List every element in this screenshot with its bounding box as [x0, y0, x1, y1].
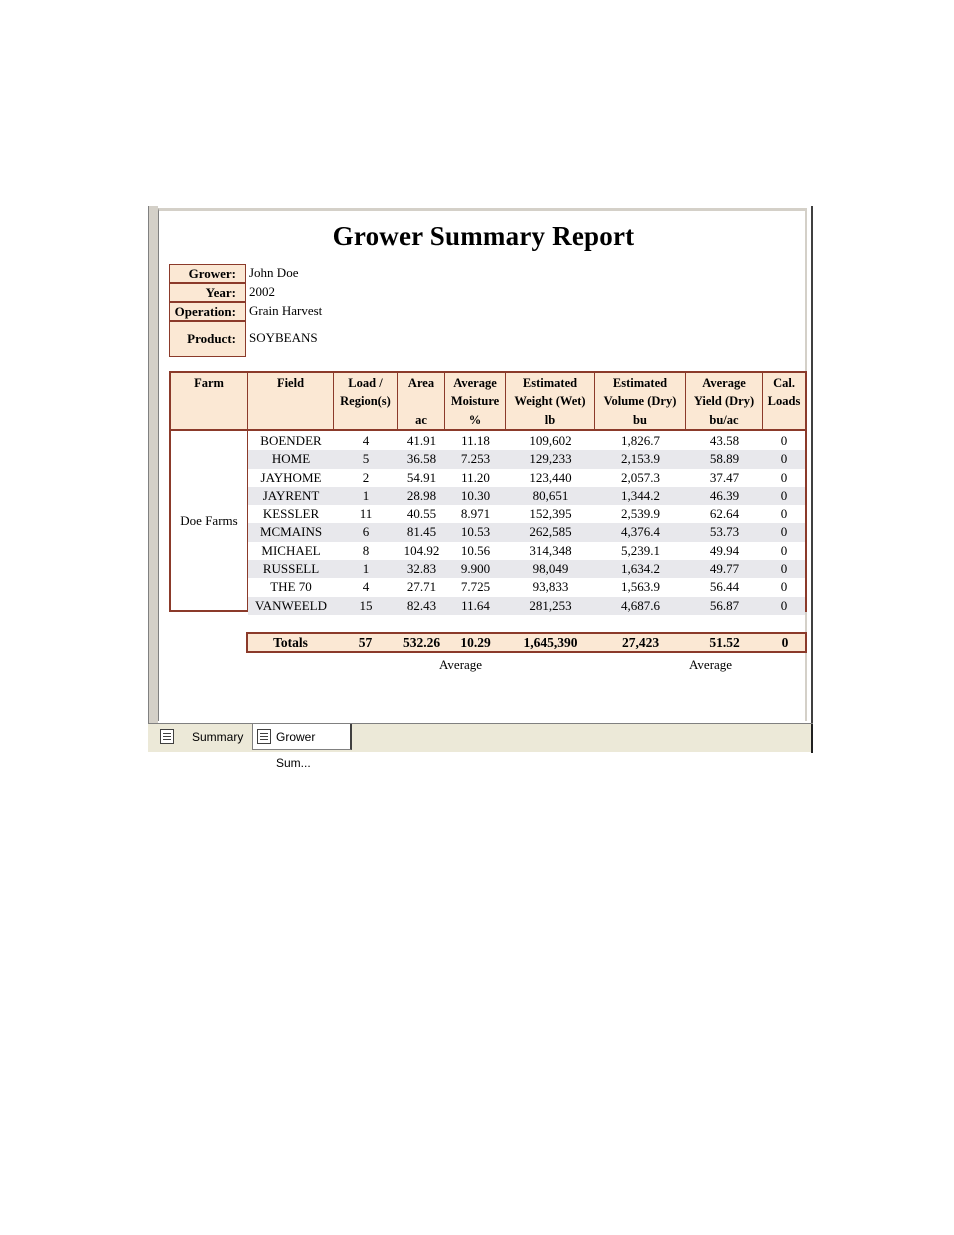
volume-cell: 2,153.9 [621, 451, 660, 467]
weight-cell: 129,233 [529, 451, 572, 467]
totals-cal-loads: 0 [781, 635, 789, 650]
table-row [248, 450, 805, 468]
column-header-text: Field [276, 376, 305, 390]
loads-cell: 2 [362, 469, 370, 485]
field-cell: JAYHOME [260, 469, 322, 485]
volume-cell: 2,057.3 [621, 469, 660, 485]
field-cell: BOENDER [260, 433, 322, 448]
yield-cell: 49.94 [709, 542, 740, 558]
moisture-cell: 7.253 [460, 451, 491, 467]
info-year [169, 283, 469, 302]
volume-cell: 4,376.4 [621, 524, 660, 540]
tab-label: Summary [192, 730, 244, 744]
field-cell: VANWEELD [255, 597, 327, 613]
window-right-edge [809, 206, 813, 723]
field-cell: JAYRENT [262, 487, 320, 503]
area-cell: 27.71 [406, 579, 437, 595]
field-cell: HOME [271, 451, 311, 467]
column-header [334, 373, 398, 429]
report-icon [160, 729, 174, 744]
weight-cell: 123,440 [529, 469, 572, 485]
column-header-text: Yield (Dry) [693, 394, 755, 408]
info-label: Year: [169, 283, 246, 302]
report-title: Grower Summary Report [332, 221, 635, 251]
totals-label: Totals [273, 635, 308, 650]
yield-cell: 62.64 [709, 506, 740, 522]
column-unit: bu/ac [709, 413, 739, 427]
info-product [169, 321, 469, 357]
totals-row [246, 632, 807, 653]
volume-cell: 5,239.1 [621, 542, 660, 558]
cal-loads-cell: 0 [780, 451, 788, 467]
column-header [248, 373, 334, 429]
moisture-average-note: Average [439, 657, 483, 672]
info-value: 2002 [249, 284, 275, 299]
weight-cell: 152,395 [529, 506, 572, 522]
volume-cell: 1,344.2 [621, 487, 660, 503]
column-header [686, 373, 763, 429]
moisture-cell: 8.971 [460, 506, 491, 522]
yield-cell: 46.39 [709, 487, 740, 503]
volume-cell: 2,539.9 [621, 506, 660, 522]
moisture-cell: 11.20 [461, 469, 490, 485]
field-cell: RUSSELL [262, 561, 320, 577]
table-row [248, 542, 805, 560]
moisture-cell: 9.900 [460, 561, 491, 577]
weight-cell: 98,049 [532, 561, 569, 577]
column-header [171, 373, 248, 429]
column-unit: lb [544, 413, 556, 427]
info-value: SOYBEANS [249, 330, 318, 345]
column-header-text: Moisture [450, 394, 500, 408]
loads-cell: 6 [362, 524, 370, 540]
cal-loads-cell: 0 [780, 561, 788, 577]
column-header-text: Estimated [612, 376, 668, 390]
loads-cell: 8 [362, 542, 370, 558]
weight-cell: 80,651 [532, 487, 569, 503]
area-cell: 81.45 [406, 524, 437, 540]
moisture-cell: 11.18 [461, 433, 490, 448]
loads-cell: 1 [362, 561, 370, 577]
header-divider [171, 429, 805, 431]
totals-loads: 57 [358, 635, 373, 650]
column-header-text: Area [407, 376, 435, 390]
table-row [248, 505, 805, 523]
area-cell: 41.91 [406, 433, 437, 448]
column-header-text: Estimated [522, 376, 578, 390]
column-header-text: Load / [348, 376, 383, 390]
loads-cell: 4 [362, 433, 370, 448]
volume-cell: 1,634.2 [621, 561, 660, 577]
column-unit: % [468, 413, 482, 427]
column-header [398, 373, 445, 429]
moisture-cell: 11.64 [461, 597, 490, 613]
field-cell: KESSLER [262, 506, 320, 522]
field-cell: MCMAINS [259, 524, 323, 540]
report-content [158, 208, 807, 721]
moisture-cell: 7.725 [460, 579, 491, 595]
yield-cell: 37.47 [709, 469, 740, 485]
column-unit: bu [633, 413, 647, 427]
cal-loads-cell: 0 [780, 579, 788, 595]
totals-weight: 1,645,390 [523, 635, 578, 650]
info-value: Grain Harvest [249, 303, 323, 318]
totals-moisture: 10.29 [460, 635, 491, 650]
area-cell: 32.83 [406, 561, 437, 577]
column-header [445, 373, 506, 429]
area-cell: 36.58 [406, 451, 437, 467]
area-cell: 104.92 [403, 542, 440, 558]
column-header-text: Volume (Dry) [603, 394, 677, 408]
area-cell: 40.55 [406, 506, 437, 522]
volume-cell: 4,687.6 [621, 597, 660, 613]
totals-volume: 27,423 [621, 635, 660, 650]
column-header-text: Weight (Wet) [514, 394, 586, 408]
data-table [169, 371, 807, 612]
column-header-text: Loads [767, 394, 801, 408]
area-cell: 54.91 [406, 469, 437, 485]
info-label: Operation: [169, 302, 246, 321]
column-header-text: Region(s) [340, 394, 391, 408]
area-cell: 82.43 [406, 597, 437, 613]
document-icon [257, 729, 271, 744]
tab-summary[interactable] [150, 724, 250, 750]
column-header-text: Farm [194, 376, 224, 390]
moisture-cell: 10.56 [460, 542, 491, 558]
volume-cell: 1,826.7 [621, 433, 660, 448]
table-row [248, 523, 805, 541]
loads-cell: 5 [362, 451, 370, 467]
volume-cell: 1,563.9 [621, 579, 660, 595]
yield-cell: 56.87 [709, 597, 740, 613]
yield-cell: 58.89 [709, 451, 740, 467]
info-label: Grower: [169, 264, 246, 283]
table-row [248, 578, 805, 596]
info-operation [169, 302, 469, 321]
column-header-text: Average [453, 376, 497, 390]
column-header [763, 373, 805, 429]
field-cell: MICHAEL [261, 542, 321, 558]
table-row [248, 487, 805, 505]
yield-cell: 43.58 [709, 433, 740, 448]
yield-average-note: Average [689, 657, 733, 672]
column-unit: ac [415, 413, 427, 427]
weight-cell: 262,585 [529, 524, 572, 540]
info-label: Product: [169, 321, 246, 357]
cal-loads-cell: 0 [780, 542, 788, 558]
cal-loads-cell: 0 [780, 597, 788, 613]
cal-loads-cell: 0 [780, 487, 788, 503]
weight-cell: 314,348 [529, 542, 572, 558]
weight-cell: 93,833 [532, 579, 569, 595]
column-header-text: Cal. [773, 376, 795, 390]
cal-loads-cell: 0 [780, 469, 788, 485]
column-header [595, 373, 686, 429]
table-row [248, 432, 805, 450]
field-cell: THE 70 [270, 579, 312, 595]
table-row [248, 469, 805, 487]
info-grower [169, 264, 469, 283]
cal-loads-cell: 0 [780, 506, 788, 522]
yield-cell: 56.44 [709, 579, 740, 595]
totals-yield: 51.52 [709, 635, 740, 650]
table-row [248, 560, 805, 578]
moisture-cell: 10.30 [460, 487, 491, 503]
totals-area: 532.26 [402, 635, 441, 650]
tab-grower-summary[interactable] [252, 724, 352, 770]
moisture-cell: 10.53 [460, 524, 491, 540]
loads-cell: 4 [362, 579, 370, 595]
yield-cell: 49.77 [709, 561, 740, 577]
yield-cell: 53.73 [709, 524, 740, 540]
tab-label: Grower Sum... [276, 730, 316, 770]
window-left-edge [148, 206, 158, 723]
cal-loads-cell: 0 [780, 524, 788, 540]
cal-loads-cell: 0 [780, 433, 788, 448]
table-row [248, 597, 805, 615]
weight-cell: 109,602 [529, 433, 572, 448]
report-window [148, 206, 813, 770]
tab-bar-edge [811, 724, 813, 753]
sheet-tab-bar [148, 723, 813, 770]
loads-cell: 11 [359, 506, 373, 522]
table-body [248, 432, 805, 615]
loads-cell: 1 [362, 487, 370, 503]
loads-cell: 15 [359, 597, 373, 613]
weight-cell: 281,253 [529, 597, 572, 613]
farm-cell: Doe Farms [171, 431, 248, 610]
area-cell: 28.98 [406, 487, 437, 503]
column-header [506, 373, 595, 429]
column-header-text: Average [702, 376, 746, 390]
info-value: John Doe [249, 265, 299, 280]
